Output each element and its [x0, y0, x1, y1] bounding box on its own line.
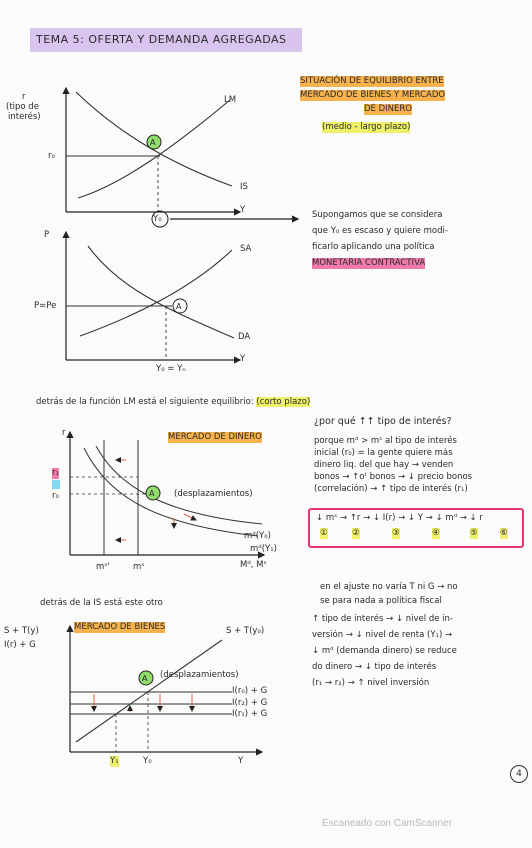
g4-line-label: S + T(y₀)	[226, 626, 265, 636]
note-p1-2: que Y₀ es escaso y quiere modi-	[312, 226, 448, 236]
g3-title: MERCADO DE DINERO	[168, 432, 262, 442]
g3-md-y1-text: mᵈ(Y₁)	[250, 544, 277, 554]
g2-y-eq: Y₀ = Yₙ	[156, 364, 186, 374]
g3-r0: r₀	[52, 491, 59, 501]
g1-r0: r₀	[48, 151, 55, 161]
g1-is-label: IS	[240, 182, 248, 192]
s-plus-t-line	[76, 640, 222, 742]
watermark: Escaneado con CamScanner	[322, 818, 453, 829]
chain-badge-4: ④	[432, 528, 440, 538]
g1-ylabel-2: (tipo de	[6, 102, 39, 112]
lm-intro-tag: (corto plazo)	[256, 397, 311, 407]
lm-intro	[36, 397, 310, 408]
g4-title: MERCADO DE BIENES	[74, 622, 166, 632]
fiscal-line-6: do dinero → ↓ tipo de interés	[312, 662, 437, 672]
g2-p-eq: P=Pe	[34, 301, 57, 311]
chain-badge-5: ⑤	[470, 528, 478, 538]
g4-i-r2: I(r₂) + G	[232, 698, 268, 708]
g1-ylabel-3: interés)	[8, 112, 41, 122]
g1-y0: Y₀	[153, 214, 162, 224]
chain-badge-6: ⑥	[500, 528, 508, 538]
is-lm-graph	[66, 88, 240, 212]
g3-desplazamientos: (desplazamientos)	[174, 489, 253, 499]
why-line-2: inicial (r₀) = la gente quiere más	[314, 448, 453, 458]
g4-y1: Y₁	[110, 756, 119, 766]
sa-da-graph	[66, 232, 240, 360]
fiscal-line-3: ↑ tipo de interés → ↓ nivel de in-	[312, 614, 453, 624]
g3-md-y1	[250, 544, 277, 555]
g4-ylabel-2: I(r) + G	[4, 640, 36, 650]
g3-ylabel: r	[62, 428, 66, 438]
fiscal-line-5: ↓ mᵈ (demanda dinero) se reduce	[312, 646, 457, 656]
why-line-4: bonos → ↑oᵗ bonos → ↓ precio bonos	[314, 472, 473, 482]
g2-sa-label: SA	[240, 244, 252, 254]
fiscal-line-2: se para nada a política fiscal	[320, 596, 442, 606]
note-heading-2: MERCADO DE BIENES Y MERCADO	[300, 90, 446, 100]
g4-y0: Y₀	[143, 756, 152, 766]
g3-point-a: A	[149, 489, 155, 498]
note-heading-4: (medio - largo plazo)	[322, 122, 411, 132]
g3-xaxis: Mᵈ, Mˢ	[240, 560, 267, 570]
g2-da-label: DA	[238, 332, 251, 342]
note-p1-3: ficarlo aplicando una política	[312, 242, 435, 252]
g3-ms: mˢ	[133, 562, 145, 572]
chain-badge-2: ②	[352, 528, 360, 538]
page-title: TEMA 5: OFERTA Y DEMANDA AGREGADAS	[30, 28, 302, 52]
page-number: 4	[510, 765, 528, 783]
chain-badge-1: ①	[320, 528, 328, 538]
g1-lm-label: LM	[224, 95, 237, 105]
fiscal-line-7: (r₁ → r₂) → ↑ nivel inversión	[312, 678, 430, 688]
note-p1-1: Supongamos que se considera	[312, 210, 443, 220]
g1-xaxis: Y	[240, 205, 246, 215]
g4-point-a: A	[142, 674, 148, 683]
is-intro: detrás de la IS está este otro	[40, 598, 163, 608]
note-heading-1: SITUACIÓN DE EQUILIBRIO ENTRE	[300, 76, 444, 86]
g4-i-r1: I(r₁) + G	[232, 709, 268, 719]
chain-badge-3: ③	[392, 528, 400, 538]
chain-line: ↓ mˢ → ↑r → ↓ I(r) → ↓ Y → ↓ mᵈ → ↓ r	[316, 513, 483, 523]
g2-ylabel: P	[44, 230, 50, 240]
why-line-5: (correlación) → ↑ tipo de interés (r₁)	[314, 484, 468, 494]
note-p1-4: MONETARIA CONTRACTIVA	[312, 258, 426, 268]
g3-r2-marker	[52, 480, 60, 489]
note-heading-3: DE DINERO	[364, 104, 412, 114]
lm-intro-prefix: detrás de la función LM está el siguiente equilibrio:	[36, 397, 254, 407]
why-line-1: porque mᵈ > mˢ al tipo de interés	[314, 436, 457, 446]
g4-xaxis: Y	[238, 756, 244, 766]
g1-ylabel-r: r	[22, 92, 26, 102]
fiscal-line-1: en el ajuste no varía T ni G → no	[320, 582, 458, 592]
fiscal-line-4: versión → ↓ nivel de renta (Y₁) →	[312, 630, 453, 640]
why-question: ¿por qué ↑↑ tipo de interés?	[314, 416, 452, 427]
g4-desplazamientos: (desplazamientos)	[160, 670, 239, 680]
g3-ms1: mˢ'	[96, 562, 110, 572]
g4-i-r0: I(r₀) + G	[232, 686, 268, 696]
g4-ylabel-1: S + T(y)	[4, 626, 39, 636]
g3-md-y0: mᵈ(Y₀)	[244, 531, 271, 541]
g3-r1: r₁	[52, 468, 59, 478]
g2-xaxis: Y	[240, 354, 246, 364]
g1-point-a: A	[150, 138, 156, 147]
g2-point-a: A	[176, 302, 182, 311]
why-line-3: dinero liq. del que hay → venden	[314, 460, 454, 470]
